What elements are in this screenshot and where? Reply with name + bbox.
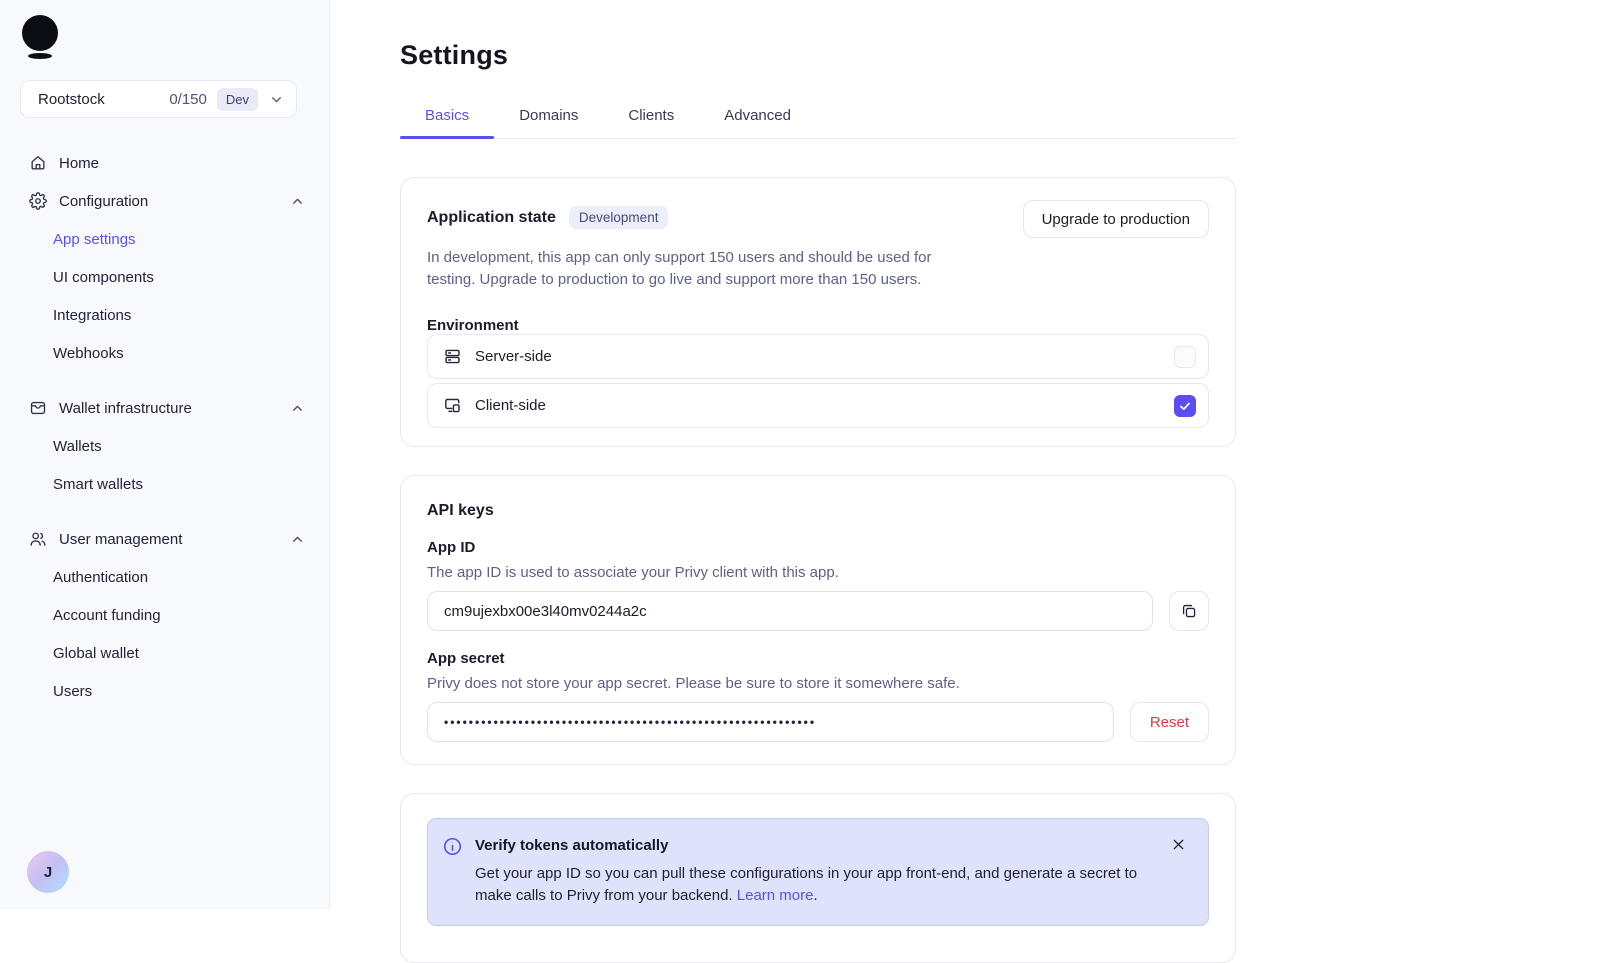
settings-tabs (400, 107, 1236, 139)
sidebar-item-app-settings[interactable]: App settings (53, 230, 136, 248)
sidebar-item-label: User management (59, 530, 183, 548)
app-id-description: The app ID is used to associate your Privy client with this app. (427, 564, 839, 581)
app-secret-input[interactable] (427, 702, 1114, 742)
tab-clients[interactable]: Clients (628, 107, 675, 124)
app-secret-description: Privy does not store your app secret. Please be sure to store it somewhere safe. (427, 675, 960, 692)
users-icon (29, 530, 47, 548)
privy-logo-circle (22, 15, 58, 51)
sidebar-item-configuration[interactable] (0, 182, 329, 220)
info-icon (442, 836, 463, 857)
copy-icon (1180, 602, 1198, 620)
home-icon (29, 154, 47, 172)
page-title: Settings (400, 40, 509, 70)
sidebar-item-account-funding[interactable]: Account funding (53, 606, 161, 624)
environment-label: Environment (427, 317, 519, 334)
server-icon (443, 347, 462, 366)
app-id-label: App ID (427, 539, 476, 556)
sidebar-item-user-management[interactable] (0, 520, 329, 558)
sidebar-item-label: Wallet infrastructure (59, 399, 192, 417)
server-side-checkbox[interactable] (1174, 346, 1196, 368)
client-devices-icon (443, 396, 462, 415)
close-icon[interactable] (1171, 837, 1186, 852)
tab-advanced[interactable]: Advanced (724, 107, 791, 124)
development-badge: Development (569, 206, 669, 229)
copy-app-id-button[interactable] (1169, 591, 1209, 631)
reset-app-secret-button[interactable]: Reset (1130, 702, 1209, 742)
sidebar-nav (0, 144, 329, 710)
banner-body (475, 863, 1159, 906)
client-side-label: Client-side (475, 397, 546, 414)
user-avatar[interactable]: J (27, 851, 69, 893)
server-side-label: Server-side (475, 348, 552, 365)
banner-title: Verify tokens automatically (475, 837, 669, 854)
app-secret-label: App secret (427, 650, 505, 667)
main-content (330, 0, 1600, 909)
banner-body-period: . (813, 886, 818, 904)
sidebar-item-label: Home (59, 154, 100, 172)
chevron-up-icon (290, 532, 305, 547)
upgrade-to-production-button[interactable]: Upgrade to production (1023, 200, 1209, 238)
sidebar-item-wallet-infrastructure[interactable] (0, 389, 329, 427)
application-state-title: Application state (427, 208, 556, 226)
sidebar-item-home[interactable] (0, 144, 329, 182)
project-user-quota: 0/150 (169, 90, 207, 108)
privy-logo (22, 15, 58, 59)
api-keys-card (400, 475, 1236, 765)
server-side-option[interactable] (427, 334, 1209, 379)
sidebar-item-label: Configuration (59, 192, 149, 210)
sidebar-item-wallets[interactable]: Wallets (53, 437, 102, 455)
nav-group-gap (0, 372, 329, 389)
sidebar-item-global-wallet[interactable]: Global wallet (53, 644, 139, 662)
project-name: Rootstock (38, 90, 105, 108)
project-selector[interactable] (20, 80, 297, 118)
nav-group-gap (0, 503, 329, 520)
banner-body-text: Get your app ID so you can pull these configurations in your app front-end, and generate a secret to make calls to Privy from your backend. (475, 865, 1138, 904)
sidebar-item-authentication[interactable]: Authentication (53, 568, 149, 586)
application-state-card (400, 177, 1236, 447)
chevron-up-icon (290, 401, 305, 416)
app-id-input[interactable] (427, 591, 1153, 631)
sidebar-item-webhooks[interactable]: Webhooks (53, 344, 124, 362)
chevron-down-icon (269, 92, 284, 107)
api-keys-title: API keys (427, 502, 494, 519)
sidebar-item-smart-wallets[interactable]: Smart wallets (53, 475, 144, 493)
wallet-icon (29, 399, 47, 417)
verify-tokens-card (400, 793, 1236, 963)
verify-tokens-banner (427, 818, 1209, 926)
tab-basics[interactable]: Basics (400, 107, 494, 138)
sidebar-item-users[interactable]: Users (53, 682, 93, 700)
sidebar-item-ui-components[interactable]: UI components (53, 268, 154, 286)
project-env-badge: Dev (217, 88, 258, 111)
application-state-description: In development, this app can only support 150 users and should be used for testing. Upgrade to production to go live and support more than 150 users. (427, 249, 932, 288)
client-side-checkbox[interactable] (1174, 395, 1196, 417)
privy-logo-base (28, 53, 52, 59)
gear-icon (29, 192, 47, 210)
sidebar (0, 0, 330, 909)
tab-domains[interactable]: Domains (519, 107, 579, 124)
check-icon (1178, 399, 1192, 413)
client-side-option[interactable] (427, 383, 1209, 428)
chevron-up-icon (290, 194, 305, 209)
sidebar-item-integrations[interactable]: Integrations (53, 306, 132, 324)
learn-more-link[interactable]: Learn more (736, 886, 814, 904)
